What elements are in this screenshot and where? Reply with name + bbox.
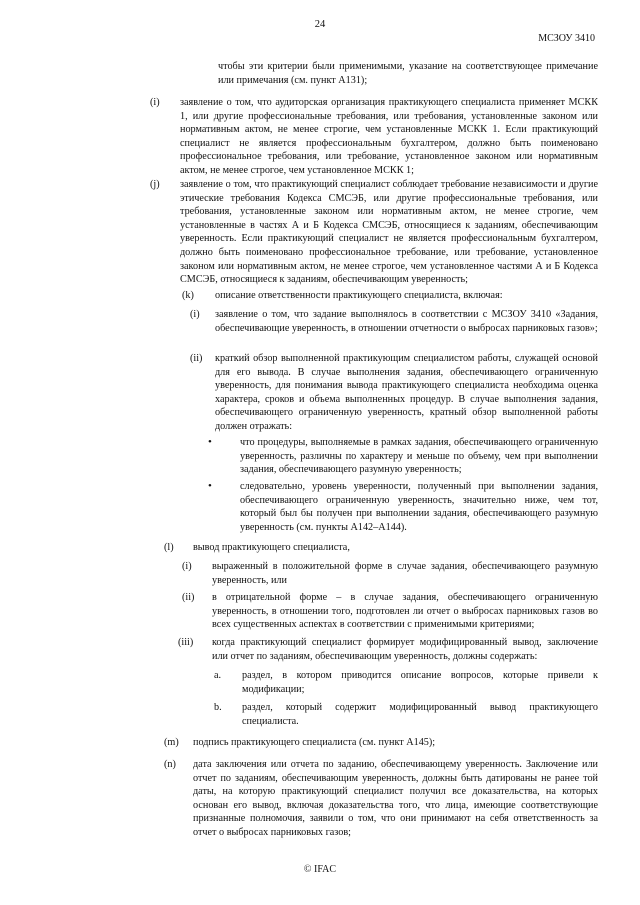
item-j-label: (j): [150, 179, 160, 190]
bullet-2-text: следовательно, уровень уверенности, полученный при выполнении задания, обеспечивающего ограниченную уверенность, значительно ниже, чем тот, который был бы получен при выполнении задания, обеспечивающего разумную уверенность (см. пункты А142–А144).: [240, 481, 598, 533]
item-n-text: дата заключения или отчета по заданию, обеспечивающему уверенность. Заключение или отчет по заданиям, обеспечивающим уверенность, должны быть датированы не ранее той даты, на которую практикующий специалист получил все доказательства, на которых основан его вывод, включая доказательства того, что лица, имеющие соответствующие признанные полномочия, заявили о том, что они принимают на себя ответственность за отчет о выбросах парниковых газов;: [193, 759, 598, 838]
continued-text: чтобы эти критерии были применимыми, указание на соответствующее примечание или примечания (см. пункт А131);: [218, 61, 598, 86]
item-l-iii-label: (iii): [178, 637, 194, 648]
item-k-ii-text: краткий обзор выполненной практикующим специалистом работы, служащей основой для его вывода. В случае выполнения задания, обеспечивающего ограниченную уверенность, для понимания вывода практикующего специалиста необходима оценка характера, сроков и объема выполненных процедур. В случае выполнения задания, обеспечивающего ограниченную уверенность, кратный обзор выполненной работы должен отражать:: [215, 353, 598, 432]
item-l-ii-text: в отрицательной форме – в случае задания, обеспечивающего ограниченную уверенность, в отношении того, подготовлен ли отчет о выбросах парниковых газов во всех существенных аспектах в соответствии с применимыми критериями;: [212, 592, 598, 631]
item-m-text: подпись практикующего специалиста (см. пункт А145);: [193, 737, 436, 748]
item-k-i-label: (i): [190, 309, 200, 320]
bullet-2-marker: •: [208, 480, 212, 492]
copyright-footer: © IFAC: [303, 864, 337, 875]
item-k-i-text: заявление о том, что задание выполнялось в соответствии с МСЗОУ 3410 «Задания, обеспечивающие уверенность, в отношении отчетности о выбросах парниковых газов»;: [215, 309, 598, 334]
item-l-iii-b-label: b.: [214, 702, 222, 713]
item-i-label: (i): [150, 97, 160, 108]
item-l-iii-a-text: раздел, в котором приводится описание вопросов, которые привели к модификации;: [242, 670, 598, 695]
item-l-iii-text: когда практикующий специалист формирует модифицированный вывод, заключение или отчет по заданиям, обеспечивающим уверенность, должны содержать:: [212, 637, 598, 662]
item-l-iii-b-text: раздел, который содержит модифицированный вывод практикующего специалиста.: [242, 702, 598, 727]
item-m-label: (m): [164, 737, 179, 748]
page-number: 24: [314, 19, 326, 30]
bullet-1-marker: •: [208, 436, 212, 448]
item-j-text: заявление о том, что практикующий специалист соблюдает требование независимости и другие этические требования Кодекса СМСЭБ, или другие профессиональные требования, или требования, установленные законом или нормативным актом, не менее строгие, чем установленные в частях А и Б Кодекса СМСЭБ, относящиеся к заданиям, обеспечивающим уверенность. Если практикующий специалист не является профессиональным бухгалтером, должно быть поименовано профессиональное требование, или требование, установленное законом или нормативным актом, не менее строгое, чем установленное частями А и Б Кодекса СМСЭБ, относящиеся к заданиям, обеспечивающим уверенность;: [180, 179, 598, 286]
item-l-text: вывод практикующего специалиста,: [193, 542, 350, 553]
item-l-i-text: выраженный в положительной форме в случае задания, обеспечивающего разумную уверенность, или: [212, 561, 598, 586]
item-k-text: описание ответственности практикующего специалиста, включая:: [215, 290, 503, 301]
item-l-i-label: (i): [182, 561, 192, 572]
standard-reference: МСЗОУ 3410: [538, 33, 595, 44]
item-l-label: (l): [164, 542, 174, 553]
item-k-label: (k): [182, 290, 194, 301]
item-l-iii-a-label: a.: [214, 670, 222, 681]
item-l-ii-label: (ii): [182, 592, 195, 603]
item-n-label: (n): [164, 759, 176, 770]
item-i-text: заявление о том, что аудиторская организация практикующего специалиста применяет МСКК 1, или другие профессиональные требования, или требования, установленные законом или нормативным актом, не менее строгие, чем установленные МСКК 1. Если практикующий специалист не является профессиональным бухгалтером, должно быть поименовано профессиональное требования, или требование, установленное законом или нормативным актом, не менее строгое, чем установленное МСКК 1;: [180, 97, 598, 176]
item-k-ii-label: (ii): [190, 353, 203, 364]
bullet-1-text: что процедуры, выполняемые в рамках задания, обеспечивающего ограниченную уверенность, различны по характеру и меньше по объему, чем при выполнении задания, обеспечивающего разумную уверенность;: [240, 437, 598, 476]
